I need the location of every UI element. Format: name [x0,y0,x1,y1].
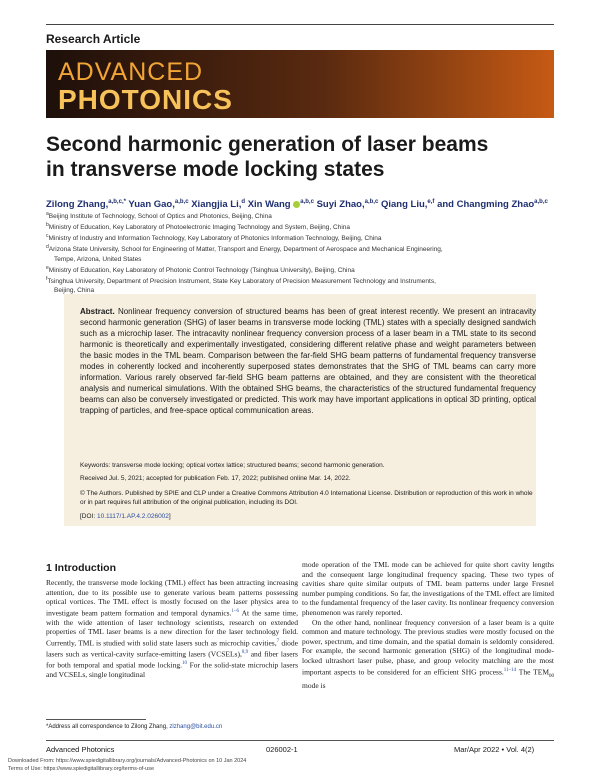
abstract-body: Nonlinear frequency conversion of structured beams has been of great interest recently. We present an intracavity second harmonic generation (SHG) of laser beams in transverse mode locking (TML) states with a specially designed sandwich such as a microchip laser. The intracavity nonlinear frequency conversion process of a laser beam in a TML state to its second harmonic is theoretically and experimentally investigated, considering different relative phase and weight parameters between the basic modes in the TML beam. Comparison between the far-field SHG beam patterns of fundamental frequency transverse modes in coherently locked and incoherently superposed states demonstrates that the SHG of TML beams can carry more information. Various rarely observed far-field SHG beam patterns are obtained, and they are consistent with the theoretical analysis and numerical simulations. With the obtained SHG beams, the characteristics of the structured fundamental frequency beams can also be conversely investigated or predicted. This work may have important applications in optical 3D printing, optical trapping of particles, and free-space optical communication areas. [80,307,536,415]
author-sup: a,b,c [300,199,314,205]
citation-link[interactable]: 7 [276,639,280,645]
affiliation-text: Tsinghua University, Department of Precision Instrument, State Key Laboratory of Precision Measurement Technology and Instruments, [47,277,436,285]
text-run: For the solid-state microchip lasers and VCSELs, single longitudinal [46,660,298,680]
author-sup: a,b,c [174,199,189,205]
text-run: and fiber lasers for both temporal and spatial mode locking. [46,649,298,670]
subscript: 00 [548,673,554,679]
article-title [46,132,554,182]
affiliation-key: f [46,275,48,282]
license-notice: © The Authors. Published by SPIE and CLP under a Creative Commons Attribution 4.0 International License. Distribution or reproduction of this work in whole or in part requires full attribution of the original publication, including its DOI. [80,490,533,506]
footer-issue: Mar/Apr 2022 • Vol. 4(2) [454,745,535,754]
keywords: Keywords: transverse mode locking; optical vortex lattice; structured beams; second harmonic generation. [80,462,385,469]
citation-link[interactable]: 8,9 [241,650,249,656]
affiliation-key: b [46,222,49,229]
citation-link[interactable]: 11–14 [503,667,517,673]
affiliation [46,264,556,275]
affiliation-text: Ministry of Industry and Information Technology, Key Laboratory of Photonics Information Technology, Beijing, China [48,235,382,243]
affiliation-key: c [46,233,49,240]
doi-line [80,513,171,520]
section-label: Research Article [46,32,141,46]
body-column-right [302,560,554,691]
affiliation-key: e [46,264,49,271]
doi-link[interactable]: 10.1117/1.AP.4.2.026002 [96,513,169,520]
affiliation-text: Tempe, Arizona, United States [54,255,142,263]
journal-logo-line1: ADVANCED [58,58,204,86]
publication-dates: Received Jul. 5, 2021; accepted for publication Feb. 17, 2022; published online Mar. 14, 2022. [80,475,351,482]
text-run: At the same time, with the wide attention of laser technology scientists, research on extended properties of TML laser beams is a new direction for the laser technology field. Currently, TML is studied with solid state lasers such as microchip cavities, [46,608,298,648]
author-sup: a,b,c,* [108,199,126,205]
paragraph [46,578,298,680]
author-name: Yuan Gao, [128,199,175,211]
author-name: Zilong Zhang, [46,199,109,211]
abstract-text [80,306,536,416]
title-line-2: in transverse mode locking states [46,158,385,181]
author-sup: e,f [427,199,435,205]
title-line-1: Second harmonic generation of laser beams [46,133,489,156]
author-sup: d [241,199,246,205]
affiliation [46,232,556,243]
author-name: Xiangjia Li, [191,199,242,211]
author-name: Qiang Liu, [380,199,428,211]
author-name: Xin Wang [247,199,291,211]
author-name: and Changming Zhao [437,199,535,211]
affiliation [46,243,556,254]
terms-notice: Terms of Use: https://www.spiedigitallibrary.org/terms-of-use [8,766,154,772]
correspondence-footnote [46,724,222,730]
section-heading: 1 Introduction [46,562,116,574]
body-column-left [46,578,298,680]
abstract-label: Abstract. [80,307,115,316]
email-link[interactable]: zlzhang@bit.edu.cn [169,724,223,730]
text-run: On the other hand, nonlinear frequency conversion of a laser beam is a quite common and mature technology. The previous studies were mostly focused on the power, spectrum, and time domain, and the spatial domain is seldomly considered. For example, the second harmonic generation (SHG) of the longitudinal mode-locked ultrashort laser pulse, phase, and group velocity matching are the most important aspects to be considered for an efficient SHG process. [302,617,554,677]
text-run: diode lasers such as vertical-cavity surface-emitting lasers (VCSELs), [46,638,298,659]
paragraph [302,618,554,691]
top-rule [46,24,554,25]
affiliation-continued [46,255,556,264]
footer-journal: Advanced Photonics [46,745,115,754]
affiliation-text: Beijing Institute of Technology, School of Optics and Photonics, Beijing, China [48,213,272,221]
journal-logo-line2: PHOTONICS [58,84,233,115]
affiliation-text: Arizona State University, School for Engineering of Matter, Transport and Energy, Department of Aerospace and Mechanical Engineering, [48,246,443,254]
affiliation-text: Ministry of Education, Key Laboratory of Photonic Control Technology (Tsinghua University), Beijing, China [48,266,355,274]
affiliation-key: d [46,244,49,251]
affiliation [46,210,556,221]
citation-link[interactable]: 1–6 [231,608,239,614]
footnote-rule [46,719,146,720]
author-name: Suyi Zhao, [316,199,365,211]
author-sup: a,b,c [364,199,379,205]
text-run: Recently, the transverse mode locking (TML) effect has been attracting increasing attention, due to its possible use to generate various beam patterns possessing optical vortices. The TML effect is mostly focused on the laser physics area to investigate beam pattern formation and temporal dynamics. [46,578,298,618]
affiliation-key: a [46,211,49,217]
footer-rule [46,740,554,741]
doi-suffix: ] [168,513,171,520]
affiliation [46,221,556,232]
affiliation [46,275,556,286]
author-list [46,196,554,211]
affiliation-text: Beijing, China [54,286,95,294]
doi-prefix: [DOI: [80,513,97,520]
download-notice: Downloaded From: https://www.spiedigitallibrary.org/journals/Advanced-Photonics on 10 Jan 2024 [8,758,247,764]
author-sup: a,b,c [534,199,548,205]
paragraph: mode operation of the TML mode can be achieved for quite short cavity lengths and the consequent large longitudinal frequency spacing. These two types of cavities share quite similar outputs of TML beam patterns under large Fresnel number pumping conditions. So far, the investigations of the TML effect are limited to the fundamental frequency of the laser cavity. Its nonlinear frequency conversion phenomenon was rarely reported. [302,560,555,617]
text-run: The TEM [516,667,549,677]
citation-link[interactable]: 10 [181,661,187,667]
text-run: mode is [302,681,326,691]
footer-page-id: 026002-1 [266,745,298,754]
affiliations [46,210,556,295]
footnote-text: *Address all correspondence to Zilong Zhang, [46,724,170,730]
affiliation-text: Ministry of Education, Key Laboratory of Photoelectronic Imaging Technology and System, Beijing, China [48,224,350,232]
